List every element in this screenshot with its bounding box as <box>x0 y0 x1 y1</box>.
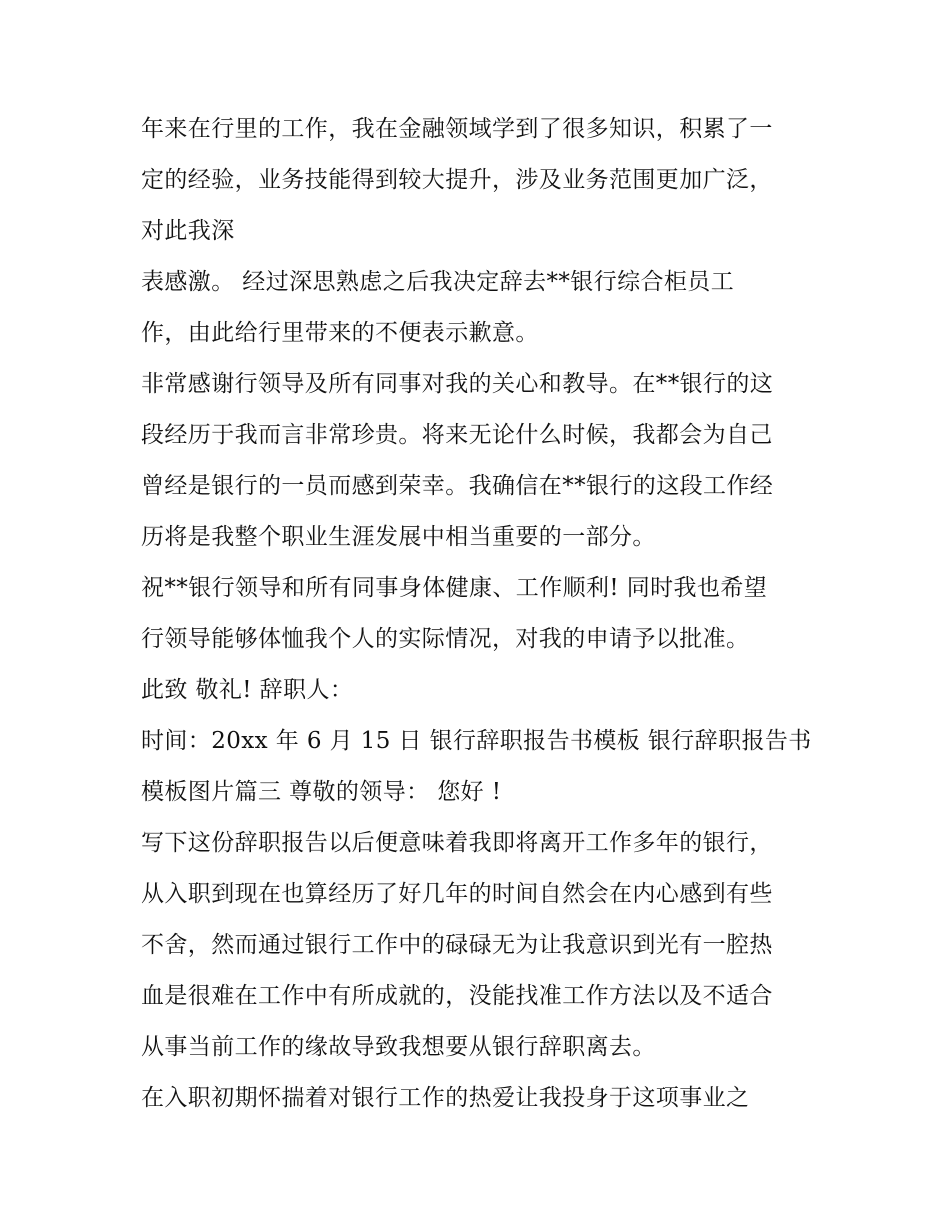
text-line: 段经历于我而言非常珍贵。将来无论什么时候，我都会为自己 <box>141 422 773 448</box>
text-line: 祝**银行领导和所有同事身体健康、工作顺利! 同时我也希望 <box>141 575 768 601</box>
text-line: 写下这份辞职报告以后便意味着我即将离开工作多年的银行， <box>141 830 773 856</box>
text-line: 表感激。 经过深思熟虑之后我决定辞去**银行综合柜员工 <box>141 269 735 295</box>
text-line: 行领导能够体恤我个人的实际情况，对我的申请予以批准。 <box>141 626 750 652</box>
text-line: 时间：20xx 年 6 月 15 日 银行辞职报告书模板 银行辞职报告书 <box>141 728 812 754</box>
text-line: 不舍，然而通过银行工作中的碌碌无为让我意识到光有一腔热 <box>141 932 773 958</box>
text-line: 历将是我整个职业生涯发展中相当重要的一部分。 <box>141 524 656 550</box>
text-line: 非常感谢行领导及所有同事对我的关心和教导。在**银行的这 <box>141 371 774 397</box>
text-line: 定的经验，业务技能得到较大提升，涉及业务范围更加广泛， <box>141 167 773 193</box>
text-line: 作，由此给行里带来的不便表示歉意。 <box>141 320 539 346</box>
text-line: 从事当前工作的缘故导致我想要从银行辞职离去。 <box>141 1034 656 1060</box>
text-line: 对此我深 <box>141 218 235 244</box>
text-line: 在入职初期怀揣着对银行工作的热爱让我投身于这项事业之 <box>141 1085 750 1111</box>
document-body <box>141 104 821 1124</box>
text-line: 从入职到现在也算经历了好几年的时间自然会在内心感到有些 <box>141 881 773 907</box>
text-line: 血是很难在工作中有所成就的，没能找准工作方法以及不适合 <box>141 983 773 1009</box>
text-line: 此致 敬礼! 辞职人： <box>141 677 354 703</box>
text-line: 年来在行里的工作，我在金融领域学到了很多知识，积累了一 <box>141 116 773 142</box>
text-line: 曾经是银行的一员而感到荣幸。我确信在**银行的这段工作经 <box>141 473 774 499</box>
text-line: 模板图片篇三 尊敬的领导： 您好 ! <box>141 779 502 805</box>
